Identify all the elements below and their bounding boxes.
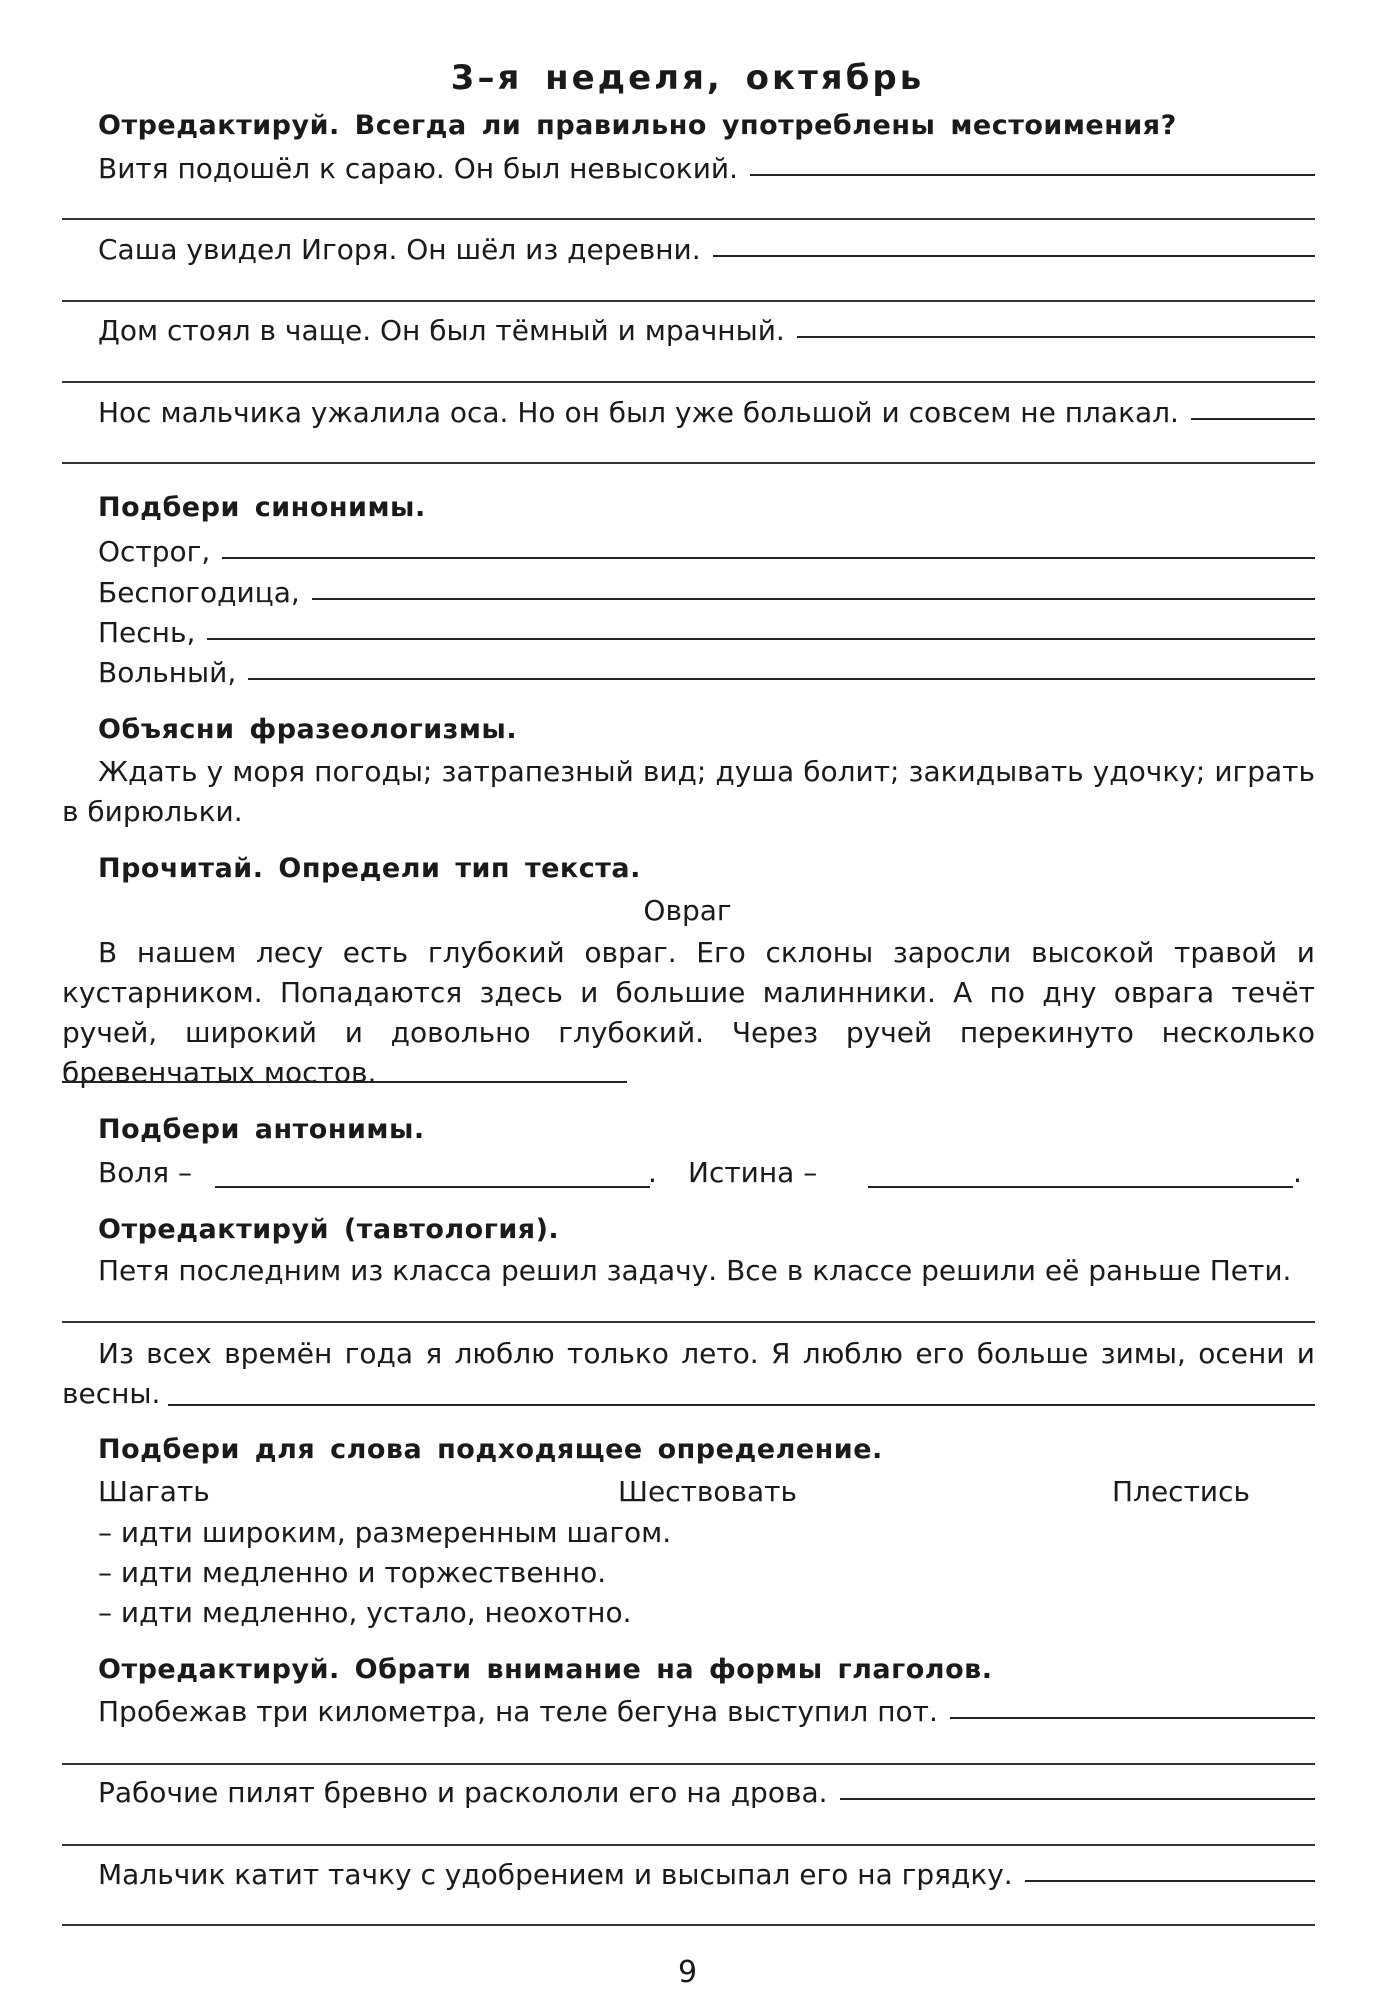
verb-shagat: Шагать <box>98 1475 210 1508</box>
sentence: Мальчик катит тачку с удобрением и высыпал его на грядку. <box>98 1858 1013 1891</box>
answer-underline <box>840 1798 1315 1800</box>
answer-underline <box>248 678 1315 680</box>
phraseologisms-text <box>62 752 1315 832</box>
story-body: В нашем лесу есть глубокий овраг. Его склоны заросли высокой травой и кустарником. Попадаются здесь и большие малинники. А по дну оврага течёт ручей, широкий и довольно глубокий. Через ручей перекинуто несколько бревенчатых мостов. <box>62 936 1315 1089</box>
section8-heading: Отредактируй. Обрати внимание на формы глаголов. <box>98 1654 993 1685</box>
synonym-line[interactable] <box>98 576 1315 609</box>
section7-heading: Подбери для слова подходящее определение. <box>98 1434 883 1465</box>
sentence: Рабочие пилят бревно и раскололи его на дрова. <box>98 1776 828 1809</box>
section2-heading: Подбери синонимы. <box>98 492 426 523</box>
answer-rule[interactable] <box>62 1321 1315 1323</box>
page-number: 9 <box>677 1955 698 1990</box>
answer-underline <box>207 638 1315 640</box>
section6-heading: Отредактируй (тавтология). <box>98 1214 560 1245</box>
synonym-word: Песнь, <box>98 616 196 649</box>
story-title: Овраг <box>643 894 732 927</box>
tautology-sentence-2 <box>62 1334 1315 1414</box>
answer-rule[interactable] <box>62 1924 1315 1926</box>
definition-item: – идти широким, размеренным шагом. <box>98 1516 672 1549</box>
answer-underline <box>312 598 1315 600</box>
antonym-dot: . <box>1293 1156 1302 1189</box>
story-text <box>62 933 1315 1093</box>
synonym-word: Острог, <box>98 535 211 568</box>
answer-rule[interactable] <box>62 1844 1315 1846</box>
sentence: Пробежав три километра, на теле бегуна выступил пот. <box>98 1695 938 1728</box>
answer-underline <box>222 557 1315 559</box>
synonym-line[interactable] <box>98 656 1315 689</box>
answer-line[interactable] <box>98 314 1315 347</box>
answer-rule[interactable] <box>62 218 1315 220</box>
synonym-word: Беспогодица, <box>98 576 300 609</box>
section1-heading: Отредактируй. Всегда ли правильно употреблены местоимения? <box>98 110 1177 141</box>
sentence: Нос мальчика ужалила оса. Но он был уже большой и совсем не плакал. <box>98 396 1179 429</box>
tautology-sentence-1 <box>98 1254 1315 1287</box>
answer-rule[interactable] <box>62 381 1315 383</box>
section3-heading: Объясни фразеологизмы. <box>98 714 518 745</box>
verb-plestis: Плестись <box>1112 1475 1250 1508</box>
sentence: Дом стоял в чаще. Он был тёмный и мрачный. <box>98 314 785 347</box>
sentence: Петя последним из класса решил задачу. Все в классе решили её раньше Пети. <box>98 1254 1292 1287</box>
section5-heading: Подбери антонимы. <box>98 1114 425 1145</box>
text-type-answer-line[interactable] <box>62 1081 627 1083</box>
answer-line[interactable] <box>98 1695 1315 1728</box>
page-title: 3–я неделя, октябрь <box>450 58 925 98</box>
answer-line[interactable] <box>98 233 1315 266</box>
section4-heading: Прочитай. Определи тип текста. <box>98 853 641 884</box>
answer-underline[interactable] <box>168 1404 1315 1406</box>
answer-rule[interactable] <box>62 1763 1315 1765</box>
answer-line[interactable] <box>98 152 1315 185</box>
answer-rule[interactable] <box>62 462 1315 464</box>
verb-shestvovat: Шествовать <box>618 1475 797 1508</box>
answer-line[interactable] <box>98 1858 1315 1891</box>
antonym-word-2: Истина – <box>688 1156 818 1189</box>
antonym-answer-line-1[interactable] <box>215 1186 650 1188</box>
answer-underline <box>750 174 1315 176</box>
synonym-word: Вольный, <box>98 656 237 689</box>
sentence: Саша увидел Игоря. Он шёл из деревни. <box>98 233 701 266</box>
answer-line[interactable] <box>98 1776 1315 1809</box>
definition-item: – идти медленно и торжественно. <box>98 1556 607 1589</box>
answer-rule[interactable] <box>62 300 1315 302</box>
answer-underline <box>950 1717 1315 1719</box>
answer-underline <box>797 336 1315 338</box>
answer-underline <box>1191 418 1315 420</box>
definition-item: – идти медленно, устало, неохотно. <box>98 1596 632 1629</box>
answer-underline <box>1025 1880 1315 1882</box>
synonym-line[interactable] <box>98 535 1315 568</box>
antonym-answer-line-2[interactable] <box>868 1186 1293 1188</box>
antonym-word-1: Воля – <box>98 1156 192 1189</box>
phraseologisms-list: Ждать у моря погоды; затрапезный вид; душа болит; закидывать удочку; играть в бирюльки. <box>62 755 1315 828</box>
sentence: Из всех времён года я люблю только лето. Я люблю его больше зимы, осени и весны. <box>62 1337 1315 1410</box>
antonym-dot: . <box>648 1156 657 1189</box>
synonym-line[interactable] <box>98 616 1315 649</box>
answer-underline <box>713 255 1315 257</box>
answer-line[interactable] <box>98 396 1315 429</box>
sentence: Витя подошёл к сараю. Он был невысокий. <box>98 152 738 185</box>
